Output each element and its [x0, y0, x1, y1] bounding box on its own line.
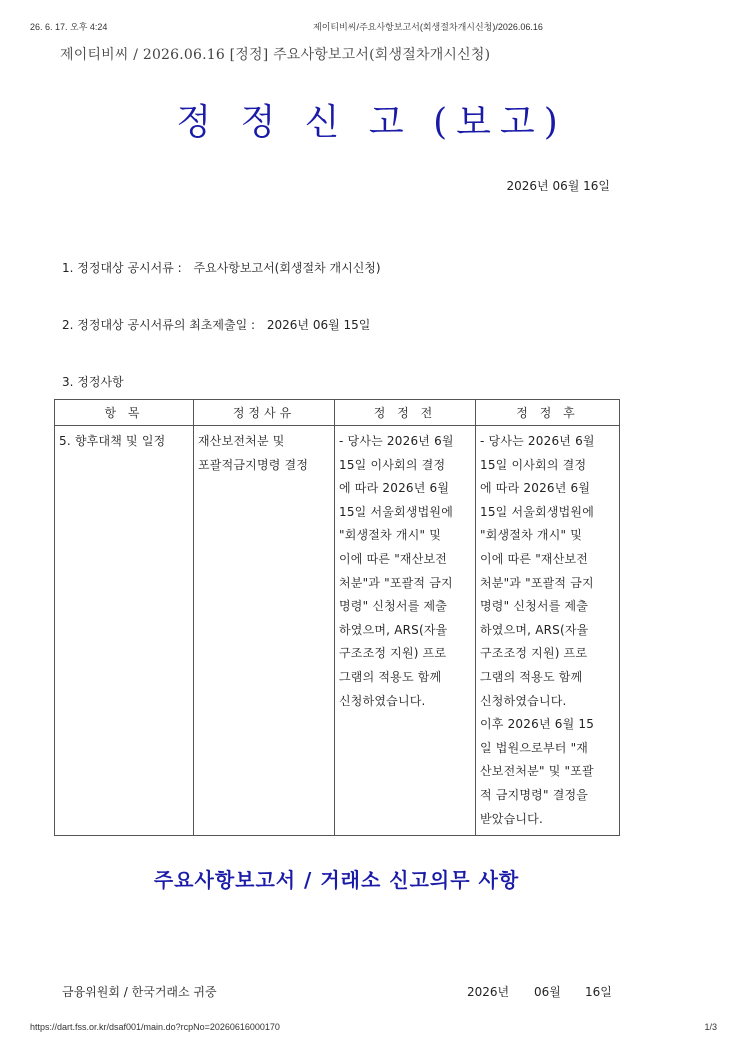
correction-table — [54, 399, 620, 836]
print-datetime: 26. 6. 17. 오후 4:24 — [30, 22, 108, 32]
cell-text-line: 15일 이사회의 결정 — [480, 457, 587, 472]
cell-text-line: 이후 2026년 6월 15 — [480, 717, 595, 732]
cell-text-line: 에 따라 2026년 6월 — [339, 481, 450, 496]
cell-text-line: 구조조정 지원) 프로 — [480, 646, 588, 661]
cell-text-line: 신청하였습니다. — [480, 693, 567, 708]
footer-date-day: 16일 — [585, 985, 612, 999]
cell-text-line: "회생절차 개시" 및 — [339, 528, 442, 543]
cell-text-line: 재산보전처분 및 — [198, 434, 285, 448]
print-page-title: 제이티비씨/주요사항보고서(회생절차개시신청)/2026.06.16 — [313, 22, 543, 32]
cell-text-line: 15일 서울회생법원에 — [339, 504, 454, 519]
cell-text-line: 포괄적금지명령 결정 — [198, 457, 309, 472]
header-item: 항 목 — [55, 400, 194, 426]
cell-text-line: - 당사는 2026년 6월 — [480, 434, 595, 448]
cell-text-line: 처분"과 "포괄적 금지 — [480, 575, 594, 590]
footer-date-month: 06월 — [534, 985, 561, 999]
item-label: 3. 정정사항 — [62, 375, 124, 389]
item-correction-target — [62, 259, 381, 276]
cell-text-line: 명령" 신청서를 제출 — [480, 599, 589, 614]
cell-text-line: 산보전처분" 및 "포괄 — [480, 764, 594, 779]
cell-reason — [194, 426, 335, 836]
cell-text-line: 15일 서울회생법원에 — [480, 504, 595, 519]
item-label: 1. 정정대상 공시서류 : — [62, 261, 182, 275]
header-before: 정 정 전 — [335, 400, 476, 426]
footer-date-year: 2026년 — [467, 985, 510, 999]
cell-text-line: 명령" 신청서를 제출 — [339, 599, 448, 614]
page-url[interactable]: https://dart.fss.or.kr/dsaf001/main.do?rcpNo=20260616000170 — [30, 1022, 280, 1032]
cell-text-line: 하였으며, ARS(자율 — [480, 622, 589, 637]
table-row — [55, 426, 620, 836]
cell-text-line: 처분"과 "포괄적 금지 — [339, 575, 453, 590]
document-subtitle: 제이티비씨 / 2026.06.16 [정정] 주요사항보고서(회생절차개시신청) — [60, 47, 491, 63]
cell-text-line: 이에 따른 "재산보전 — [339, 551, 448, 566]
cell-text-line: - 당사는 2026년 6월 — [339, 434, 454, 448]
cell-text-line: 15일 이사회의 결정 — [339, 457, 446, 472]
cell-text-line: 받았습니다. — [480, 811, 543, 826]
cell-after — [476, 426, 620, 836]
footer-title: 주요사항보고서 / 거래소 신고의무 사항 — [153, 868, 520, 892]
header-after: 정 정 후 — [476, 400, 620, 426]
cell-text-line: 이에 따른 "재산보전 — [480, 551, 589, 566]
cell-text-line: 신청하였습니다. — [339, 693, 426, 708]
cell-text-line: 그램의 적용도 함께 — [339, 669, 442, 684]
item-corrections — [62, 373, 124, 390]
item-first-submission — [62, 316, 370, 333]
cell-text-line: 에 따라 2026년 6월 — [480, 481, 591, 496]
cell-text-line: 하였으며, ARS(자율 — [339, 622, 448, 637]
item-value: 주요사항보고서(회생절차 개시신청) — [193, 261, 381, 275]
cell-text-line: 그램의 적용도 함께 — [480, 669, 583, 684]
cell-text-line: 적 금지명령" 결정을 — [480, 787, 589, 802]
item-label: 2. 정정대상 공시서류의 최초제출일 : — [62, 318, 256, 332]
item-value: 2026년 06월 15일 — [266, 318, 371, 332]
cell-text-line: 구조조정 지원) 프로 — [339, 646, 447, 661]
cell-text-line: "회생절차 개시" 및 — [480, 528, 583, 543]
cell-text: 5. 향후대책 및 일정 — [59, 434, 166, 448]
page-number: 1/3 — [704, 1022, 717, 1032]
table-header-row — [55, 400, 620, 426]
cell-text-line: 일 법원으로부터 "재 — [480, 740, 589, 755]
recipient: 금융위원회 / 한국거래소 귀중 — [62, 985, 217, 999]
header-reason: 정정사유 — [194, 400, 335, 426]
report-date: 2026년 06월 16일 — [506, 179, 610, 193]
cell-item — [55, 426, 194, 836]
cell-before — [335, 426, 476, 836]
page-title: 정 정 신 고 (보고) — [176, 102, 567, 143]
